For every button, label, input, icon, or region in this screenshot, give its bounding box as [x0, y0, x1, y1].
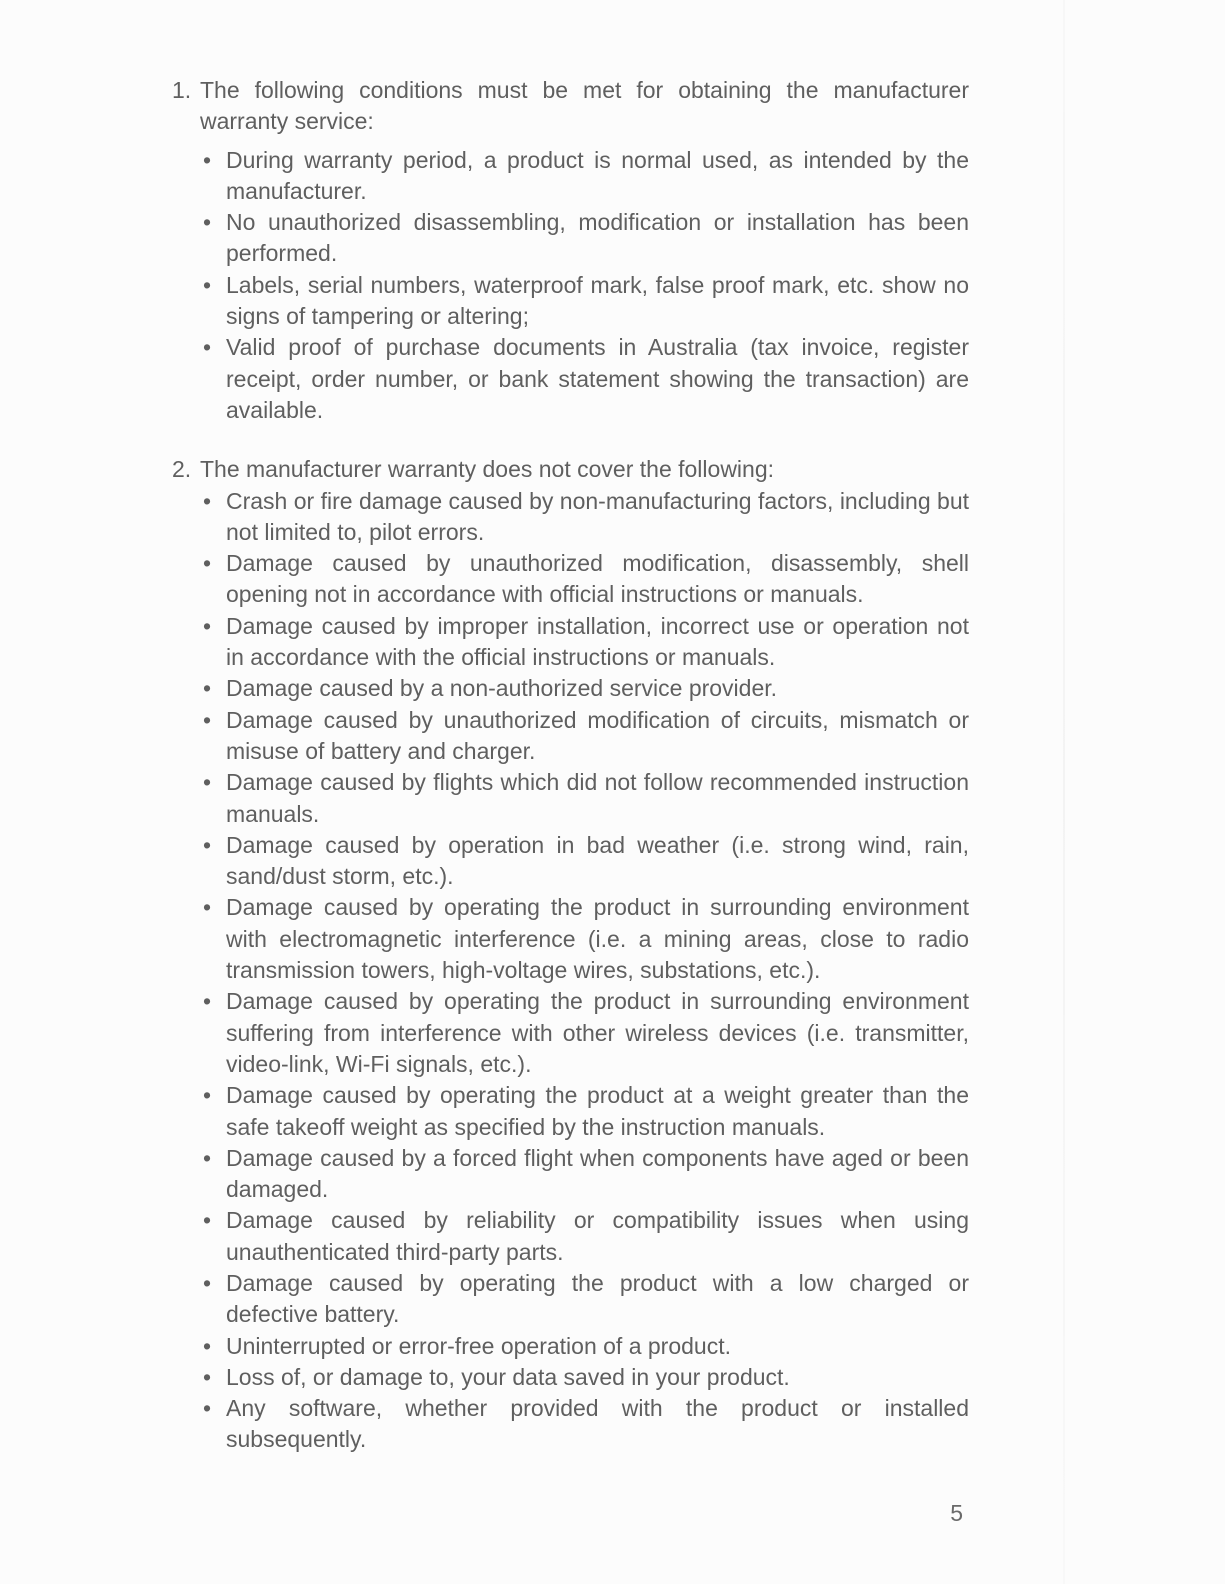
list-item: [172, 1362, 969, 1393]
bullet-icon: •: [202, 1207, 212, 1234]
bullet-icon: •: [202, 831, 212, 858]
section-heading-text: The manufacturer warranty does not cover the following:: [200, 456, 775, 483]
page-number: 5: [950, 1499, 963, 1526]
list-item-text: Any software, whether provided with the product or installed subsequently.: [226, 1395, 969, 1453]
bullet-icon: •: [202, 1363, 212, 1390]
list-item: [172, 1268, 969, 1331]
section-heading: [172, 454, 969, 485]
list-item-text: Damage caused by unauthorized modification, disassembly, shell opening not in accordance with official instructions or manuals.: [226, 550, 969, 608]
list-item: [172, 611, 969, 674]
list-item: [172, 1331, 969, 1362]
list-item-text: No unauthorized disassembling, modification or installation has been performed.: [226, 209, 969, 267]
list-item: [172, 207, 969, 270]
list-item: [172, 986, 969, 1080]
list-item: [172, 486, 969, 549]
list-item: [172, 767, 969, 830]
list-item-text: Damage caused by operating the product with a low charged or defective battery.: [226, 1269, 969, 1328]
bullet-icon: •: [202, 550, 212, 577]
conditions-list: [172, 145, 969, 427]
section-number: 2.: [172, 456, 192, 483]
list-item-text: Damage caused by a forced flight when components have aged or been damaged.: [226, 1144, 969, 1203]
list-item-text: Damage caused by flights which did not follow recommended instruction manuals.: [226, 769, 969, 827]
bullet-icon: •: [202, 1395, 212, 1422]
list-item: [172, 548, 969, 611]
bullet-icon: •: [202, 1144, 212, 1171]
bullet-icon: •: [202, 706, 212, 733]
list-item-text: Crash or fire damage caused by non-manufacturing factors, including but not limited to, pilot errors.: [226, 487, 969, 545]
list-item-text: Damage caused by operating the product at a weight greater than the safe takeoff weight as specified by the instruction manuals.: [226, 1082, 969, 1140]
list-item-text: Valid proof of purchase documents in Australia (tax invoice, register receipt, order number, or bank statement showing the transaction) are available.: [226, 334, 969, 423]
list-item-text: Damage caused by operating the product in surrounding environment with electromagnetic interference (i.e. a mining areas, close to radio transmission towers, high-voltage wires, substations, etc.).: [226, 894, 969, 984]
bullet-icon: •: [202, 988, 212, 1015]
list-item: [172, 145, 969, 208]
bullet-icon: •: [202, 675, 212, 702]
bullet-icon: •: [202, 487, 212, 514]
list-item-text: Damage caused by unauthorized modification of circuits, mismatch or misuse of battery and charger.: [226, 706, 969, 764]
list-item-text: Loss of, or damage to, your data saved in your product.: [226, 1363, 790, 1390]
page-fold-shadow: [1063, 0, 1065, 1584]
exclusions-list: [172, 486, 969, 1456]
list-item-text: Uninterrupted or error-free operation of a product.: [226, 1332, 731, 1359]
list-item-text: Damage caused by reliability or compatibility issues when using unauthenticated third-party parts.: [226, 1207, 969, 1265]
section-1: [172, 75, 969, 426]
list-item: [172, 270, 969, 333]
bullet-icon: •: [202, 1269, 212, 1296]
list-item: [172, 1143, 969, 1206]
list-item: [172, 830, 969, 893]
bullet-icon: •: [202, 612, 212, 639]
list-item-text: Damage caused by operation in bad weather (i.e. strong wind, rain, sand/dust storm, etc.).: [226, 831, 969, 890]
section-2: [172, 454, 969, 1456]
list-item-text: Damage caused by operating the product in surrounding environment suffering from interference with other wireless devices (i.e. transmitter, video-link, Wi-Fi signals, etc.).: [226, 988, 969, 1077]
bullet-icon: •: [202, 209, 212, 236]
list-item-text: Damage caused by a non-authorized service provider.: [226, 675, 778, 702]
bullet-icon: •: [202, 146, 212, 173]
bullet-icon: •: [202, 1332, 212, 1359]
document-content: [172, 75, 969, 1456]
list-item: [172, 1080, 969, 1143]
bullet-icon: •: [202, 334, 212, 361]
list-item: [172, 1393, 969, 1456]
list-item-text: Labels, serial numbers, waterproof mark, false proof mark, etc. show no signs of tampering or altering;: [226, 271, 969, 330]
list-item-text: During warranty period, a product is normal used, as intended by the manufacturer.: [226, 146, 969, 204]
list-item: [172, 1205, 969, 1268]
list-item: [172, 332, 969, 426]
section-number: 1.: [172, 77, 192, 103]
bullet-icon: •: [202, 1082, 212, 1109]
list-item: [172, 705, 969, 768]
list-item: [172, 892, 969, 986]
bullet-icon: •: [202, 769, 212, 796]
list-item-text: Damage caused by improper installation, incorrect use or operation not in accordance with the official instructions or manuals.: [226, 612, 969, 671]
section-heading: [172, 75, 969, 138]
section-heading-text: The following conditions must be met for obtaining the manufacturer warranty service:: [200, 77, 969, 135]
bullet-icon: •: [202, 894, 212, 921]
list-item: [172, 673, 969, 704]
bullet-icon: •: [202, 271, 212, 298]
